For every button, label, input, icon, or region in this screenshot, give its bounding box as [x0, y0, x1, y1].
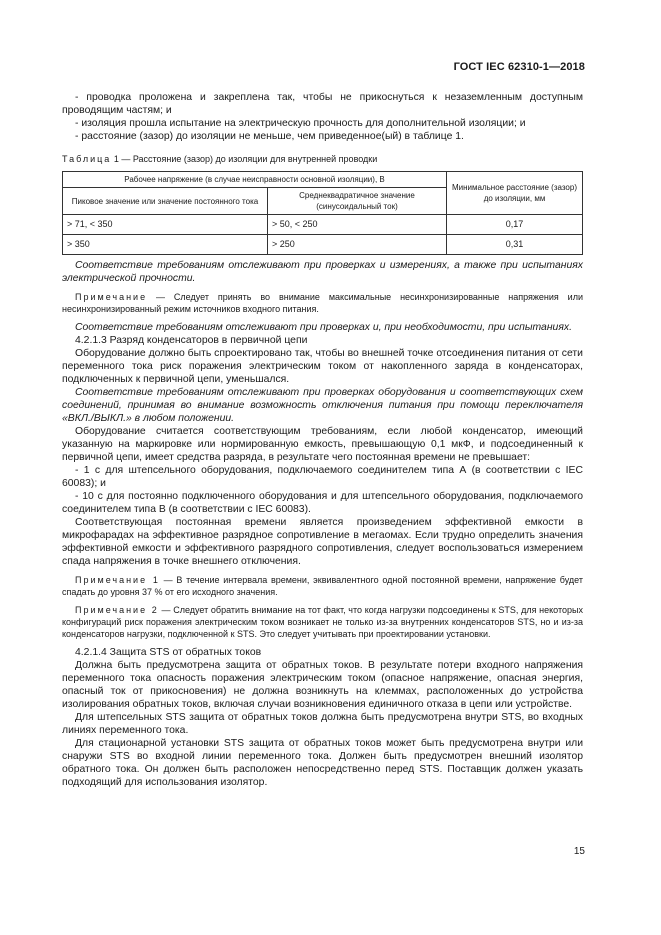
note: [62, 291, 583, 315]
table-cell-distance: 0,17: [447, 215, 583, 235]
compliance-text: Соответствие требованиям отслеживают при проверках и измерениях, а также при испытаниях электрической прочности.: [62, 260, 583, 284]
table-cell-distance: 0,31: [447, 235, 583, 255]
section-heading: 4.2.1.3 Разряд конденсаторов в первичной цепи: [75, 335, 308, 346]
paragraph: Для стационарной установки STS защита от обратных токов может быть предусмотрена внутри или снаружи STS во входной линии переменного тока. Должен быть предусмотрен внешний изолятор обратного тока. Он должен быть расположен непосредственно перед STS. Поставщик должен указать подходящий для использования изолятор.: [62, 738, 583, 788]
table-row: [63, 235, 583, 255]
table-header-distance: Минимальное расстояние (зазор) до изоляции, мм: [447, 172, 583, 215]
table-cell-rms: > 50, < 250: [268, 215, 447, 235]
page-body: [62, 91, 583, 789]
paragraph: Оборудование должно быть спроектировано так, чтобы во внешней точке отсоединения питания от сети переменного тока риск поражения электрическим током от накопленного заряда в конденсаторах, подключенных к первичной цепи, уменьшался.: [62, 348, 583, 385]
paragraph: Соответствующая постоянная времени является произведением эффективной емкости в микрофарадах на эффективное разрядное сопротивление в мегаомах. Если трудно определить значения эффективной емкости и эффективного разрядного сопротивления, следует воспользоваться измерением спада напряжения в точке внешнего отключения.: [62, 517, 583, 567]
table-header-rms: Среднеквадратичное значение (синусоидальный ток): [268, 188, 447, 215]
list-item: - 1 с для штепсельного оборудования, подключаемого соединителем типа А (в соответствии с IEC 60083); и: [62, 465, 583, 489]
table-caption-label: Таблица: [62, 154, 112, 164]
note: [62, 574, 583, 598]
note-text: — В течение интервала времени, эквивалентного одной постоянной времени, напряжение будет спадать до уровня 37 % от его исходного значения.: [62, 575, 583, 597]
paragraph: Для штепсельных STS защита от обратных токов должна быть предусмотрена внутри STS, во входных линиях переменного тока.: [62, 712, 583, 736]
table-caption-text: 1 — Расстояние (зазор) до изоляции для внутренней проводки: [113, 154, 378, 164]
note-label: Примечание 2: [75, 605, 159, 615]
table-cell-peak: > 71, < 350: [63, 215, 268, 235]
list-item: - расстояние (зазор) до изоляции не меньше, чем приведенное(ый) в таблице 1.: [75, 131, 464, 142]
page-number: 15: [573, 846, 585, 857]
paragraph: Должна быть предусмотрена защита от обратных токов. В результате потери входного напряжения переменного тока опасность поражения электрическим током (опасное напряжение, опасная энергия, опасный ток от прикосновения) не должна возникнуть на клеммах, расположенных до устройства изолирования обратных токов, включая случаи возникновения единичного отказа в цепи или устройстве.: [62, 660, 583, 710]
note-text: — Следует принять во внимание максимальные несинхронизированные напряжения или несинхронизированный режим источников входного питания.: [62, 292, 583, 314]
note: [62, 604, 583, 640]
table-header-peak: Пиковое значение или значение постоянного тока: [63, 188, 268, 215]
note-text: — Следует обратить внимание на тот факт, что когда нагрузки подсоединены к STS, для некоторых конфигураций риск поражения электрическим током возникает не только из-за внутренних конденсаторов STS, но и из-за конденсаторов нагрузки, подключенной к STS. Это следует учитывать при проектировании установки.: [62, 605, 583, 639]
table-header-group: Рабочее напряжение (в случае неисправности основной изоляции), В: [63, 172, 447, 188]
table-row: [63, 215, 583, 235]
list-item: - 10 с для постоянно подключенного оборудования и для штепсельного оборудования, подключаемого соединителем типа В (в соответствии с IEC 60083).: [62, 491, 583, 515]
table-caption: [62, 153, 583, 166]
table-cell-peak: > 350: [63, 235, 268, 255]
clearance-table: [62, 171, 583, 255]
table-cell-rms: > 250: [268, 235, 447, 255]
section-heading: 4.2.1.4 Защита STS от обратных токов: [75, 647, 262, 658]
standard-header: ГОСТ IEC 62310-1—2018: [453, 61, 585, 73]
note-label: Примечание: [75, 292, 148, 302]
compliance-text: Соответствие требованиям отслеживают при проверках и, при необходимости, при испытаниях.: [75, 322, 572, 333]
paragraph: Оборудование считается соответствующим требованиям, если любой конденсатор, имеющий указанную на маркировке или нормированную емкость, превышающую 0,1 мкФ, и подсоединенный к первичной цепи, имеет средства разряда, в результате чего постоянная времени не превышает:: [62, 426, 583, 463]
compliance-text: Соответствие требованиям отслеживают при проверках оборудования и соответствующих схем соединений, принимая во внимание возможность отключения питания при помощи переключателя «ВКЛ./ВЫКЛ.» в любом положении.: [62, 387, 583, 424]
note-label: Примечание 1: [75, 575, 160, 585]
list-item: - проводка проложена и закреплена так, чтобы не прикоснуться к незаземленным доступным проводящим частям; и: [62, 92, 583, 116]
list-item: - изоляция прошла испытание на электрическую прочность для дополнительной изоляции; и: [75, 118, 526, 129]
